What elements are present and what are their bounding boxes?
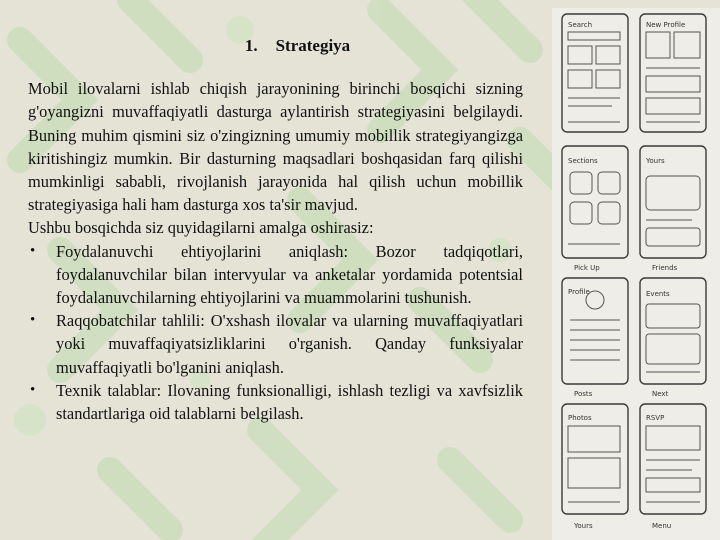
sketch-label: Events xyxy=(646,290,670,298)
sketch-label: Sections xyxy=(568,157,598,165)
sketch-caption: Next xyxy=(652,390,669,398)
bullet-item xyxy=(28,379,523,425)
bullet-item xyxy=(28,240,523,310)
sketch-caption: Yours xyxy=(574,522,593,530)
sketch-caption: Pick Up xyxy=(574,264,600,272)
sketch-caption: Menu xyxy=(652,522,672,530)
bullet-icon: • xyxy=(30,312,36,329)
sketch-caption: Friends xyxy=(652,264,678,272)
bullet-text: Foydalanuvchi ehtiyojlarini aniqlash: Bozor tadqiqotlari, foydalanuvchilar bilan intervyular va anketalar yordamida potentsial foydalanuvchilarning ehtiyojlarini va muammolarini tushunish. xyxy=(56,241,523,308)
sketch-label: RSVP xyxy=(646,414,665,422)
sketch-caption: Posts xyxy=(574,390,593,398)
bullet-text: Texnik talablar: Ilovaning funksionalligi, ishlash tezligi va xavfsizlik standartlariga oid talablarni belgilash. xyxy=(56,380,523,424)
bullet-icon: • xyxy=(30,381,36,398)
bullet-text: Raqqobatchilar tahlili: O'xshash ilovalar va ularning muvaffaqiyatlari yoki muvaffaqiyatsizliklarini o'rganish. Qanday funksiyalar muvaffaqiyatli bo'lganini aniqlash. xyxy=(56,311,523,377)
heading-title: Strategiya xyxy=(275,36,351,55)
sketch-label: Search xyxy=(568,21,593,29)
bullet-list xyxy=(28,240,523,426)
sketch-label: New Profile xyxy=(646,21,686,29)
section-heading xyxy=(28,34,523,57)
body-paragraph: Mobil ilovalarni ishlab chiqish jarayonining birinchi bosqichi sizning g'oyangizni muvaffaqiyatli dasturga aylantirish strategiyasini belgilaydi. Buning muhim qismini siz o'zingizning umumiy mobillik strategiyangizga kiritishingiz mumkin. Bir dasturning maqsadlari boshqasidan farq qilishi mumkinligi sababli, rivojlanish jarayonida hal qilish uchun mobillik strategiyasiga hali ham dasturga xos ta'sir mavjud. xyxy=(28,79,523,215)
sketch-label: Profile xyxy=(568,288,590,296)
wireframe-sketch-image xyxy=(552,8,720,540)
bullet-item xyxy=(28,309,523,379)
sketch-label: Photos xyxy=(568,414,592,422)
sketch-label: Yours xyxy=(646,157,665,165)
bullet-intro: Ushbu bosqichda siz quyidagilarni amalga oshirasiz: xyxy=(28,218,374,238)
bullet-icon: • xyxy=(30,242,36,259)
heading-number: 1. xyxy=(244,36,258,55)
slide-content xyxy=(28,34,523,425)
